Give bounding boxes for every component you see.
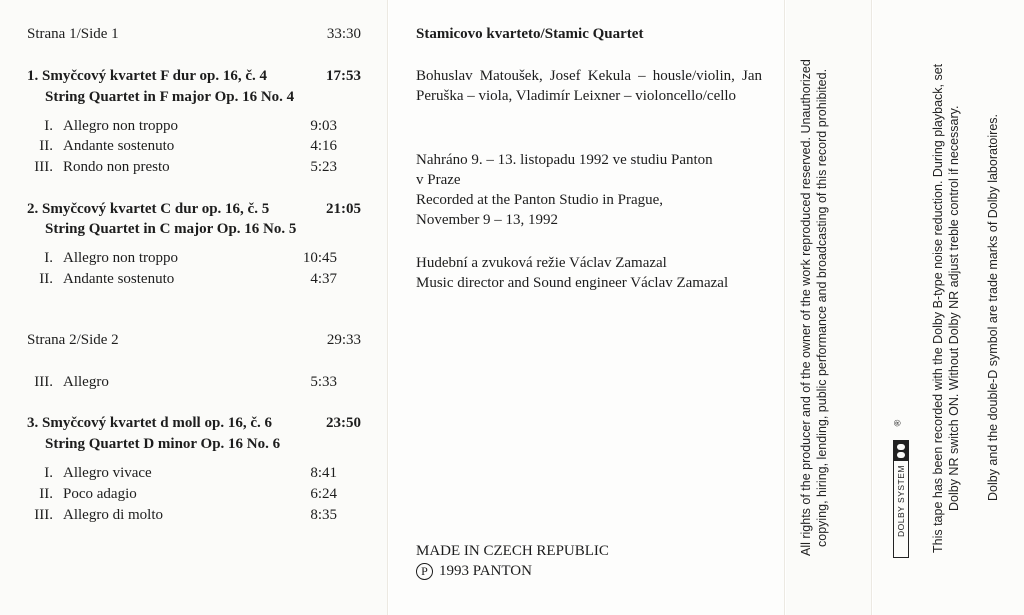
movement-title: Allegro di molto [63,507,163,523]
work2-subtitle: String Quartet in C major Op. 16 No. 5 [45,221,297,237]
movement-time: 4:16 [310,138,337,154]
double-d-icon [894,441,908,461]
movement-title: Allegro non troppo [63,118,178,134]
recording-en: Recorded at the Panton Studio in Prague, November 9 – 13, 1992 [416,192,664,228]
movement-title: Rondo non presto [63,159,170,175]
side2-time: 29:33 [326,332,361,348]
movement-title: Andante sostenuto [63,271,175,287]
movement-number: II. [39,271,53,287]
dolby-logo [893,440,909,558]
registered-mark: ® [892,419,903,427]
movement-time: 5:23 [310,159,337,175]
side1-time: 33:30 [326,26,361,42]
dolby-note: This tape has been recorded with the Dolby B-type noise reduction. During playback, set Dolby NR switch ON. Without Dolby NR adjust treble control if necessary. [931,63,961,553]
legal-panel [786,0,872,615]
work1-subtitle: String Quartet in F major Op. 16 No. 4 [45,89,295,105]
director-en: Music director and Sound engineer Václav Zamazal [416,275,729,291]
movement-number: I. [44,118,53,134]
movement-time: 4:37 [310,271,337,287]
work2-time: 21:05 [326,201,361,217]
dolby-trademark: Dolby and the double-D symbol are trade marks of Dolby laboratoires. [986,114,1000,502]
work3-time: 23:50 [326,415,361,431]
copyright-text: 1993 PANTON [439,563,532,579]
made-in-text: MADE IN CZECH REPUBLIC [416,543,609,559]
movement-number: III. [34,159,53,175]
movement-title: Allegro [63,374,109,390]
copyright-line [416,561,766,581]
movement-time: 8:41 [310,465,337,481]
movement-title: Andante sostenuto [63,138,175,154]
side2-title: Strana 2/Side 2 [27,332,119,348]
movement-title: Allegro vivace [63,465,152,481]
movement-time: 10:45 [302,250,337,266]
movement-title: Allegro non troppo [63,250,178,266]
ensemble-name: Stamicovo kvarteto/Stamic Quartet [416,26,644,42]
movement-time: 9:03 [310,118,337,134]
credits-panel [389,0,785,615]
tracklist-panel [0,0,388,615]
movement-number: III. [34,507,53,523]
movement-number: I. [44,465,53,481]
phonogram-icon: P [416,563,433,580]
side1-title: Strana 1/Side 1 [27,26,119,42]
work3-subtitle: String Quartet D minor Op. 16 No. 6 [45,436,281,452]
movement-time: 8:35 [310,507,337,523]
movement-number: I. [44,250,53,266]
movement-number: II. [39,138,53,154]
director-cz: Hudební a zvuková režie Václav Zamazal [416,255,667,271]
movement-title: Poco adagio [63,486,137,502]
movement-number: II. [39,486,53,502]
dolby-logo-text: DOLBY SYSTEM [896,465,906,537]
work2-title: 2. Smyčcový kvartet C dur op. 16, č. 5 [27,201,270,217]
movement-time: 6:24 [310,486,337,502]
work1-time: 17:53 [326,68,361,84]
work3-title: 3. Smyčcový kvartet d moll op. 16, č. 6 [27,415,272,431]
recording-cz: Nahráno 9. – 13. listopadu 1992 ve studiu Panton v Praze [416,152,713,188]
rights-notice: All rights of the producer and of the owner of the work reproduced reserved. Unauthorized copying, hiring, lending, public performance and broadcasting of this record prohibited. [799,59,829,557]
movement-time: 5:33 [310,374,337,390]
work1-title: 1. Smyčcový kvartet F dur op. 16, č. 4 [27,68,267,84]
movement-number: III. [34,374,53,390]
performers-text: Bohuslav Matoušek, Josef Kekula – housle/violin, Jan Peruška – viola, Vladimír Leixner – violoncello/cello [416,68,762,104]
